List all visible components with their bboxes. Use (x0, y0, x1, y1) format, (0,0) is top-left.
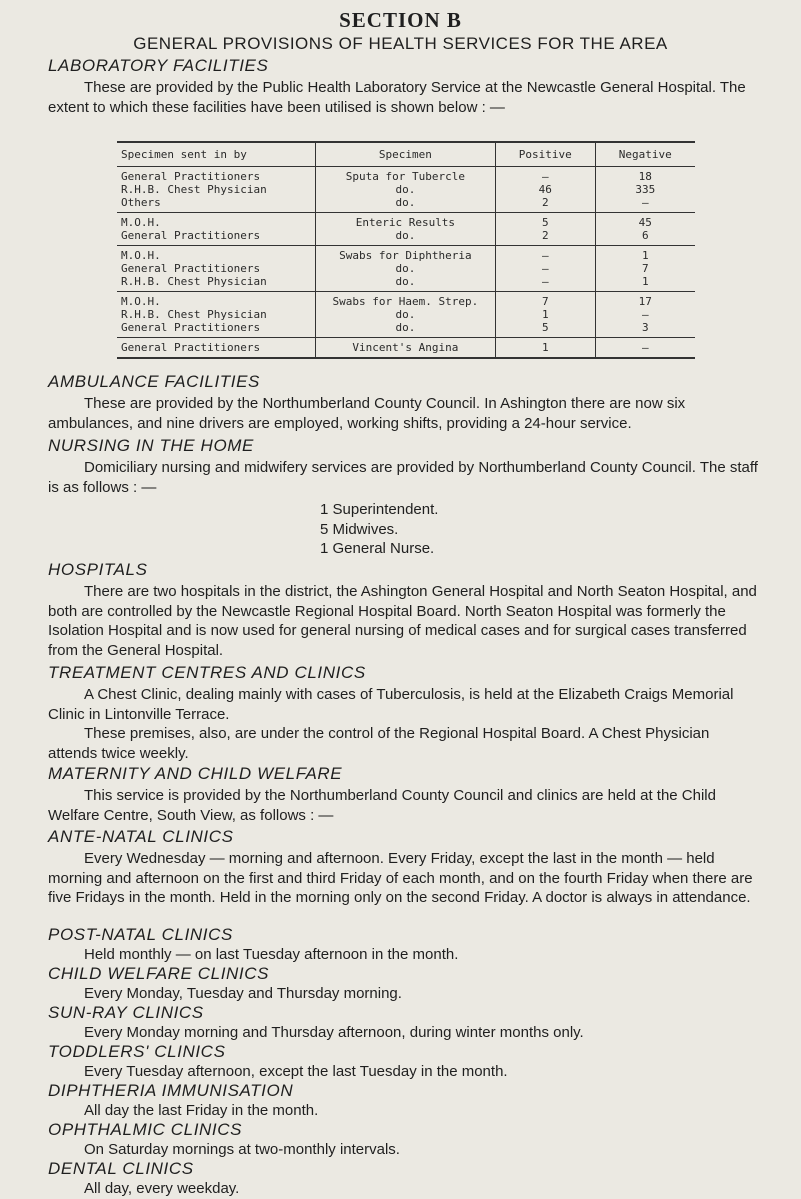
column-header: Positive (495, 143, 595, 166)
page-subtitle: GENERAL PROVISIONS OF HEALTH SERVICES FOR THE AREA (133, 34, 668, 53)
sent-by-cell (117, 292, 315, 337)
heading-ambulance: AMBULANCE FACILITIES (48, 372, 260, 391)
specimen: Sputa for Tubercle (345, 170, 465, 183)
heading-postnatal: POST-NATAL CLINICS (48, 925, 233, 944)
laboratory-table (117, 141, 695, 359)
sent-by-cell (117, 167, 315, 212)
sent-by-cell (117, 338, 315, 357)
table-row (117, 167, 695, 213)
positive-cell (495, 338, 595, 357)
negative: 335 (635, 183, 656, 196)
column-header: Negative (595, 143, 695, 166)
sent-by: General Practitioners (121, 170, 261, 183)
sent-by: General Practitioners (121, 229, 261, 242)
child-welfare-text: Every Monday, Tuesday and Thursday morning. (84, 985, 402, 1002)
hospitals-text: There are two hospitals in the district, the Ashington General Hospital and North Seaton Hospital, and both are controlled by the Newcastle Regional Hospital Board. North Seaton Hospital was formerly the Isolation Hospital and is now used for general nursing of medical cases and for surgical cases transferred from the General Hospital. (48, 583, 757, 659)
sunray-text: Every Monday morning and Thursday afternoon, during winter months only. (84, 1024, 584, 1041)
heading-nursing: NURSING IN THE HOME (48, 436, 254, 455)
table-row (117, 246, 695, 292)
positive: 7 (541, 295, 549, 308)
laboratory-text: These are provided by the Public Health Laboratory Service at the Newcastle General Hospital. The extent to which these facilities have been utilised is shown below : — (48, 79, 746, 116)
table-header-row (117, 143, 695, 167)
heading-sunray: SUN-RAY CLINICS (48, 1003, 204, 1022)
positive: — (541, 249, 549, 262)
negative: 1 (641, 249, 649, 262)
positive-cell (495, 213, 595, 245)
column-header: Specimen (315, 143, 495, 166)
negative: — (641, 196, 649, 209)
sent-by: General Practitioners (121, 321, 261, 334)
negative-cell (595, 292, 695, 337)
staff-list (320, 500, 438, 559)
sent-by: General Practitioners (121, 341, 261, 354)
sent-by: R.H.B. Chest Physician (121, 308, 267, 321)
negative: 17 (638, 295, 652, 308)
heading-ophthalmic: OPHTHALMIC CLINICS (48, 1120, 243, 1139)
negative: 3 (641, 321, 649, 334)
treatment-block (48, 685, 760, 763)
positive: — (541, 262, 549, 275)
heading-hospitals: HOSPITALS (48, 560, 148, 579)
treatment-text-2: These premises, also, are under the control of the Regional Hospital Board. A Chest Physician attends twice weekly. (48, 725, 710, 762)
positive: 46 (538, 183, 552, 196)
specimen: do. (395, 196, 416, 209)
negative: 45 (638, 216, 652, 229)
sent-by: General Practitioners (121, 262, 261, 275)
column-header: Specimen sent in by (121, 148, 247, 161)
specimen: Vincent's Angina (352, 341, 459, 354)
postnatal-text: Held monthly — on last Tuesday afternoon in the month. (84, 946, 459, 963)
staff-item: 5 Midwives. (320, 520, 399, 538)
heading-toddlers: TODDLERS' CLINICS (48, 1042, 226, 1061)
specimen-cell (315, 292, 495, 337)
sent-by: M.O.H. (121, 216, 161, 229)
table-row (117, 338, 695, 357)
negative-cell (595, 213, 695, 245)
specimen: do. (395, 308, 416, 321)
positive: 1 (541, 341, 549, 354)
treatment-text-1: A Chest Clinic, dealing mainly with cases of Tuberculosis, is held at the Elizabeth Craigs Memorial Clinic in Lintonville Terrace. (48, 686, 734, 723)
specimen: do. (395, 183, 416, 196)
sent-by: R.H.B. Chest Physician (121, 183, 267, 196)
positive: — (541, 275, 549, 288)
positive-cell (495, 167, 595, 212)
specimen: Swabs for Haem. Strep. (332, 295, 479, 308)
antenatal-text: Every Wednesday — morning and afternoon. Every Friday, except the last in the month — held morning and afternoon on the first and third Friday of each month, and on the fourth Friday when there are five Fridays in the month. Held in the morning only on the second Friday. A doctor is always in attendance. (48, 850, 753, 906)
sent-by: Others (121, 196, 161, 209)
negative: 7 (641, 262, 649, 275)
specimen: do. (395, 275, 416, 288)
sent-by-cell (117, 213, 315, 245)
heading-dental: DENTAL CLINICS (48, 1159, 194, 1178)
section-title: SECTION B (339, 8, 462, 32)
heading-maternity: MATERNITY AND CHILD WELFARE (48, 764, 343, 783)
positive-cell (495, 292, 595, 337)
positive: — (541, 170, 549, 183)
ambulance-text: These are provided by the Northumberland County Council. In Ashington there are now six ambulances, and nine drivers are employed, working shifts, providing a 24-hour service. (48, 395, 686, 432)
specimen: Swabs for Diphtheria (339, 249, 472, 262)
sent-by: R.H.B. Chest Physician (121, 275, 267, 288)
positive: 5 (541, 216, 549, 229)
heading-child-welfare: CHILD WELFARE CLINICS (48, 964, 270, 983)
specimen-cell (315, 167, 495, 212)
maternity-text: This service is provided by the Northumberland County Council and clinics are held at the Child Welfare Centre, South View, as follows : — (48, 787, 716, 824)
negative: 18 (638, 170, 652, 183)
table-row (117, 213, 695, 246)
negative-cell (595, 338, 695, 357)
ophthalmic-text: On Saturday mornings at two-monthly intervals. (84, 1141, 400, 1158)
specimen-cell (315, 246, 495, 291)
specimen-cell (315, 338, 495, 357)
toddlers-text: Every Tuesday afternoon, except the last Tuesday in the month. (84, 1063, 508, 1080)
heading-diphtheria: DIPHTHERIA IMMUNISATION (48, 1081, 294, 1100)
specimen: do. (395, 262, 416, 275)
positive-cell (495, 246, 595, 291)
dental-text: All day, every weekday. (84, 1180, 240, 1197)
sent-by-cell (117, 246, 315, 291)
positive: 1 (541, 308, 549, 321)
heading-treatment: TREATMENT CENTRES AND CLINICS (48, 663, 366, 682)
positive: 5 (541, 321, 549, 334)
staff-item: 1 Superintendent. (320, 501, 439, 518)
specimen-cell (315, 213, 495, 245)
negative: 1 (641, 275, 649, 288)
staff-item: 1 General Nurse. (320, 540, 435, 557)
heading-antenatal: ANTE-NATAL CLINICS (48, 827, 234, 846)
positive: 2 (541, 229, 549, 242)
heading-laboratory: LABORATORY FACILITIES (48, 56, 269, 75)
sent-by: M.O.H. (121, 295, 161, 308)
negative-cell (595, 246, 695, 291)
specimen: do. (395, 321, 416, 334)
negative: — (641, 308, 649, 321)
table-row (117, 292, 695, 338)
negative-cell (595, 167, 695, 212)
nursing-text: Domiciliary nursing and midwifery services are provided by Northumberland County Council. The staff is as follows : — (48, 459, 758, 496)
specimen: Enteric Results (355, 216, 456, 229)
negative: 6 (641, 229, 649, 242)
diphtheria-text: All day the last Friday in the month. (84, 1102, 319, 1119)
negative: — (641, 341, 649, 354)
sent-by: M.O.H. (121, 249, 161, 262)
specimen: do. (395, 229, 416, 242)
positive: 2 (541, 196, 549, 209)
